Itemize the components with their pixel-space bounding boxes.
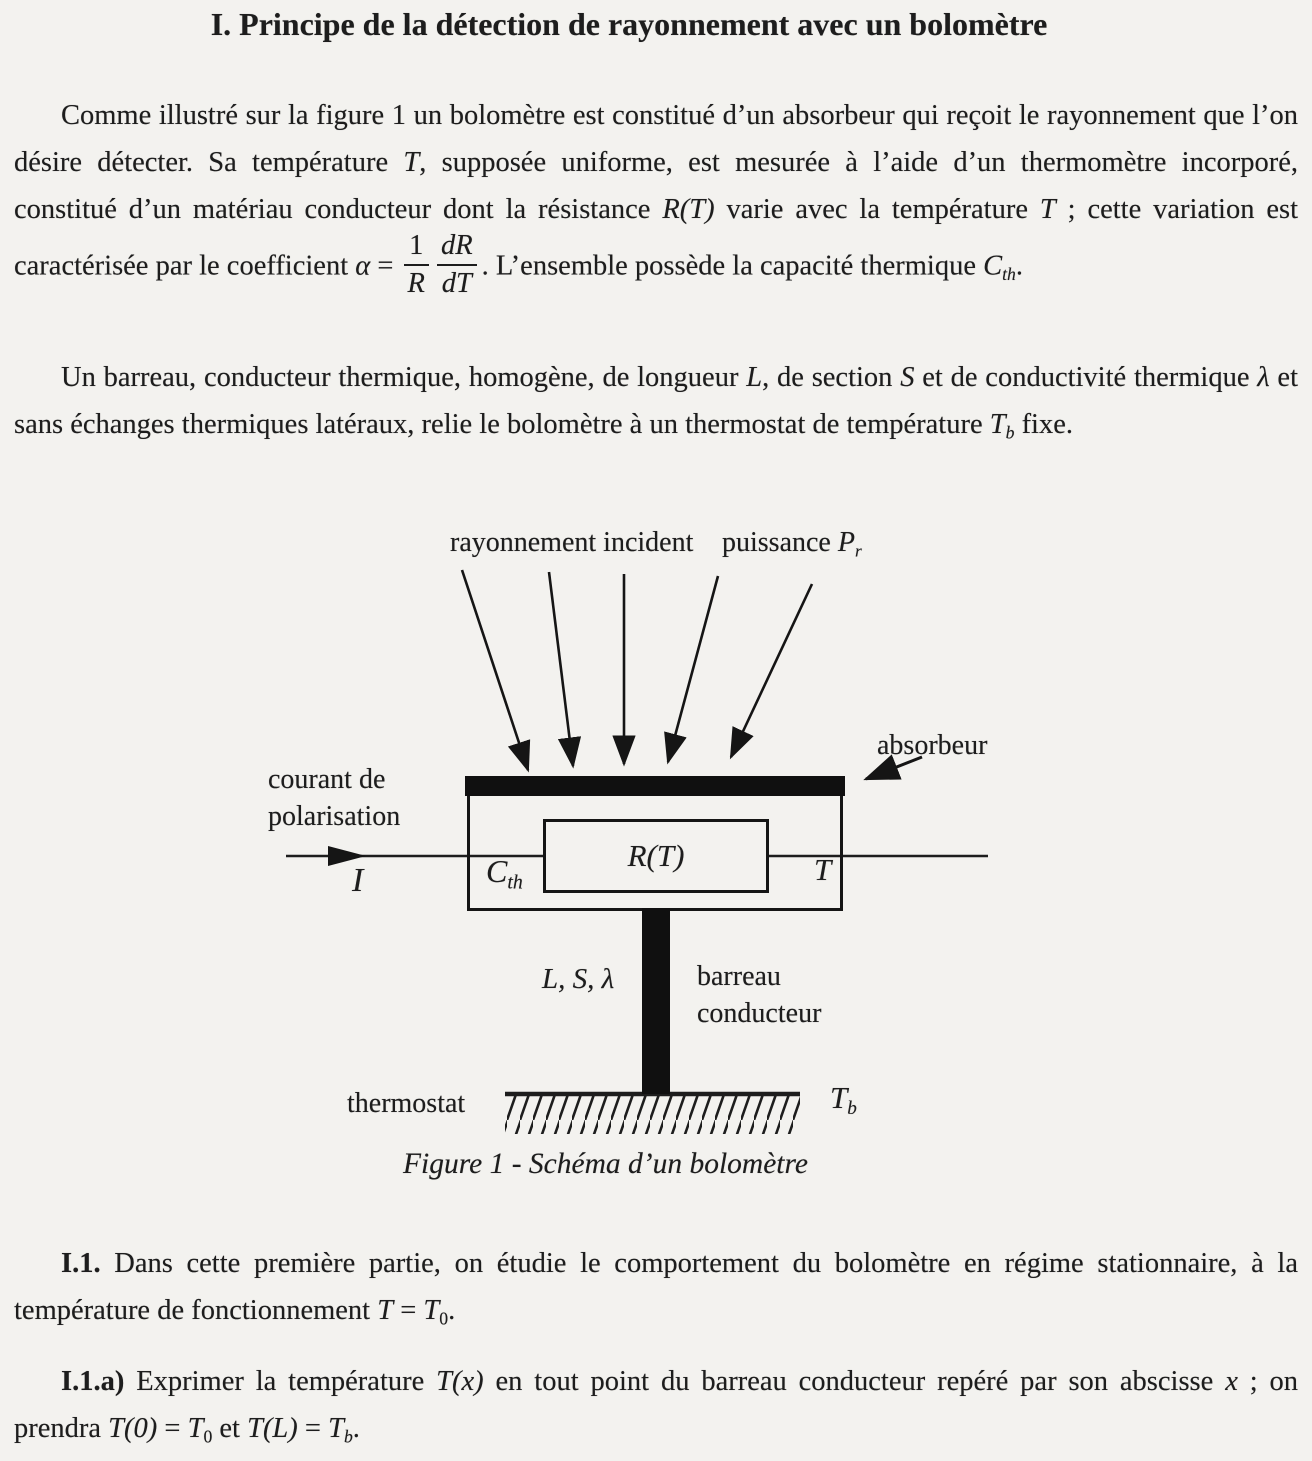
temperature-T-label: T [814,852,832,887]
puissance-label: puissance $P_r$ [722,527,862,561]
incident-arrow-4 [668,576,718,762]
absorber-bar [465,776,845,796]
incident-arrow-1 [462,570,528,770]
barreau-conducteur-label: barreau conducteur [697,961,822,1029]
question-I1: I.1. Dans cette première partie, on étudie le comportement du bolomètre en régime stationnaire, à la température de fonctionnement T = T0. [14,1248,1298,1329]
section-title: I. Principe de la détection de rayonnement avec un bolomètre [210,6,1048,42]
courant-polarisation-label: courant de polarisation [268,764,401,832]
absorbeur-label: absorbeur [877,730,988,761]
resistor-box [543,819,769,893]
incident-arrow-2 [549,572,573,766]
incident-arrow-5 [731,584,812,757]
resistance-label: R(T) [627,838,685,873]
paragraph-barreau: Un barreau, conducteur thermique, homogène, de longueur L, de section S et de conductivité thermique λ et sans échanges thermiques latéraux, relie le bolomètre à un thermostat de température $T_b$ fixe. [14,362,1298,443]
tb-label: $T_b$ [830,1080,857,1120]
conductor-bar [642,908,670,1094]
rayonnement-incident-label: rayonnement incident [450,527,694,558]
current-I-label: I [352,862,364,899]
bar-properties-label: L, S, λ [542,963,615,995]
incident-arrows [462,570,812,770]
question-I1a: I.1.a) Exprimer la température T(x) en tout point du barreau conducteur repéré par son abscisse x ; on prendra T(0) = T0 et $T(L) = T_b$. [14,1366,1299,1447]
figure-caption: Figure 1 - Schéma d’un bolomètre [403,1148,808,1180]
ground-hatching [505,1096,800,1134]
thermostat-label: thermostat [347,1088,466,1119]
paragraph-intro: Comme illustré sur la figure 1 un bolomètre est constitué d’un absorbeur qui reçoit le rayonnement que l’on désire détecter. Sa température T, supposée uniforme, est mesurée à l’aide d’un thermomètre incorporé, constitué d’un matériau conducteur dont la résistance R(T) varie avec la température T ; cette variation est caractérisée par le coefficient α = $\frac{1}{R}$ $\frac{dR}{dT}$ . L’ensemble possède la capacité thermique $C_{th}$. [14,100,1298,299]
heat-capacity-label: $C_{th}$ [486,853,523,894]
